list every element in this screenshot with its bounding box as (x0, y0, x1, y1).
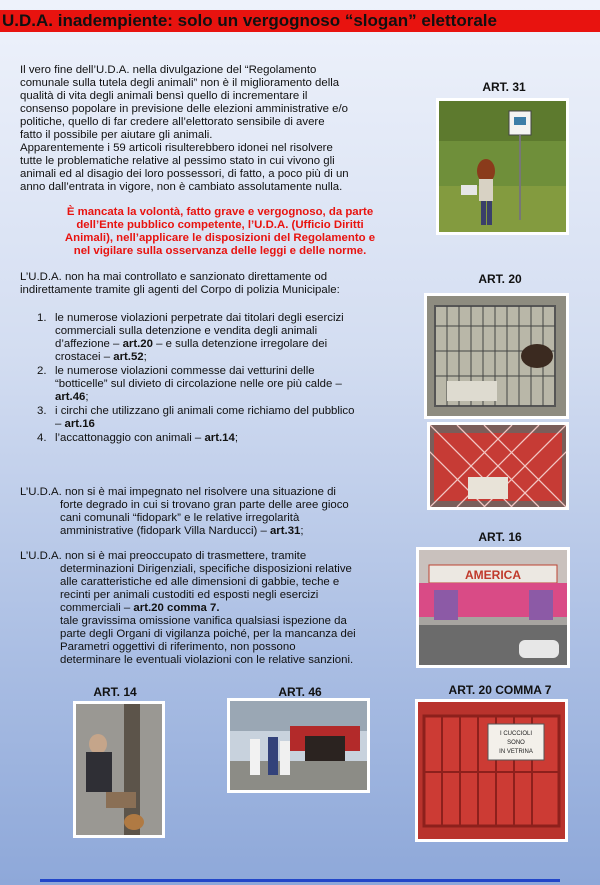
headline-banner: U.D.A. inadempiente: solo un vergognoso “slogan” elettorale (0, 10, 600, 32)
art31-photo (436, 98, 569, 235)
puppies-sign-line1: I CUCCIOLI (499, 731, 533, 737)
list-item: 1. le numerose violazioni perpetrate dai titolari degli esercizi commerciali sulla detenzione e vendita degli animali d’affezione – art.20 – e sulla detenzione irregolare dei crostacei – art.52; (37, 312, 344, 363)
art31-label: ART. 31 (482, 80, 526, 94)
art20-label: ART. 20 (478, 272, 522, 286)
art16-photo (416, 547, 570, 668)
never-controlled-intro: L’U.D.A. non ha mai controllato e sanzionato direttamente od indirettamente tramite gli agenti del Corpo di polizia Municipale: (20, 271, 340, 296)
list-item: 2. le numerose violazioni commesse dai vetturini delle “botticelle” sul divieto di circolazione nelle ore più calde – art.46; (37, 365, 342, 403)
red-statement: È mancata la volontà, fatto grave e vergognoso, da parte dell’Ente pubblico competente, l’U.D.A. (Ufficio Diritti Animali), nell’applicare le disposizioni del Regolamento e nel vigilare sulla osservanza delle leggi e delle norme. (64, 206, 376, 257)
art46-photo (227, 698, 370, 793)
puppies-sign-line2: SONO (507, 740, 525, 746)
fidopark-paragraph: L’U.D.A. non si è mai impegnato nel risolvere una situazione di forte degrado in cui si trovano gran parte delle aree gioco cani comunali “fidopark” e le relative irregolarità amministrative (fidopark Villa Narducci) – art.31; (20, 486, 349, 537)
art20c7-photo (415, 699, 568, 842)
art16-label: ART. 16 (478, 530, 522, 544)
list-item: 4. l’accattonaggio con animali – art.14; (37, 432, 239, 444)
puppies-sign-line3: IN VETRINA (499, 749, 533, 755)
circus-sign-text: AMERICA (465, 568, 521, 582)
art46-label: ART. 46 (278, 685, 322, 699)
art20-photo-red-net (427, 422, 569, 510)
art20c7-label: ART. 20 COMMA 7 (448, 683, 552, 697)
art14-label: ART. 14 (93, 685, 137, 699)
art20-photo-cage (424, 293, 569, 419)
cages-paragraph: L’U.D.A. non si è mai preoccupato di trasmettere, tramite determinazioni Dirigenziali, specifiche disposizioni relative alle caratteristiche ed alle dimensioni di gabbie, teche e recinti per animali custoditi ed esposti negli esercizi commerciali – art.20 comma 7. tale gravissima omissione vanifica qualsiasi ispezione da parte degli Organi di vigilanza poiché, per la mancanza dei Parametri oggettivi di riferimento, non possono determinare le eventuali violazioni con le relative sanzioni. (20, 550, 356, 666)
violations-list (37, 312, 415, 446)
list-item: 3. i circhi che utilizzano gli animali come richiamo del pubblico – art.16 (37, 405, 355, 430)
intro-paragraph: Il vero fine dell’U.D.A. nella divulgazione del “Regolamento comunale sulla tutela degli animali” non è il miglioramento della qualità di vita degli animali bensì quello di incrementare il consenso popolare in previsione delle elezioni amministrative e/o politiche, quello di far credere all’elettorato sensibile di avere fatto il possibile per aiutare gli animali. Apparentemente i 59 articoli risulterebbero idonei nel risolvere tutte le problematiche relative al pessimo stato in cui vivono gli animali ed al disagio dei loro possessori, di fatto, a poco più di un anno dall’entrata in vigore, non è cambiato assolutamente nulla. (20, 64, 349, 193)
art14-photo (73, 701, 165, 838)
bottom-rule (40, 879, 560, 882)
